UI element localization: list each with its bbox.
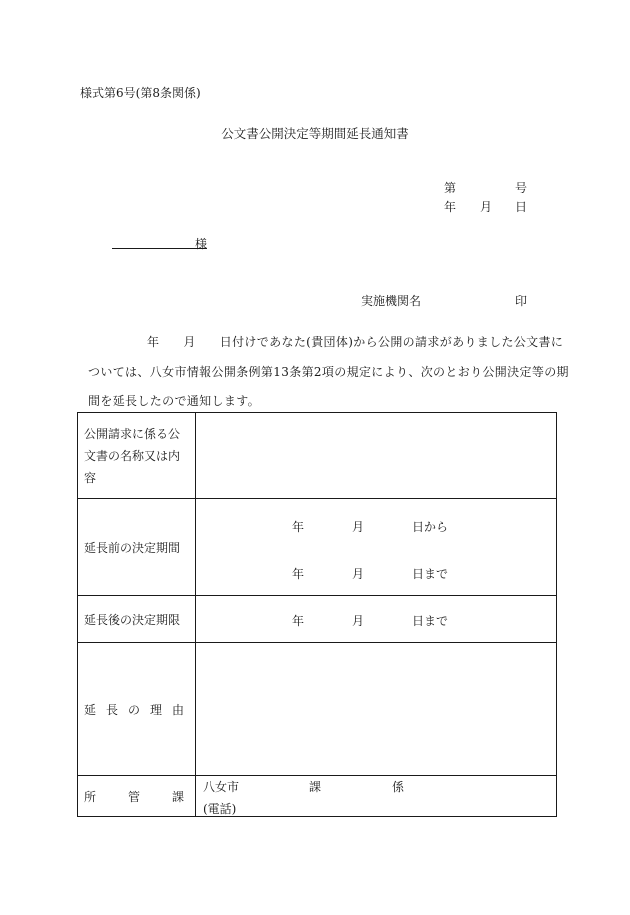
deadline-after-label: 延長後の決定期限	[78, 596, 196, 643]
reason-label-char: 長	[105, 702, 118, 717]
body-line-3: 間を延長したので通知します。	[88, 394, 260, 408]
issuer-seal-mark: 印	[515, 294, 528, 308]
period-before-label: 延長前の決定期間	[78, 499, 196, 596]
subject-document-label-text: 公開請求に係る公文書の名称又は内容	[84, 427, 181, 485]
body-year-label: 年	[147, 335, 160, 349]
form-number-label: 様式第6号(第8条関係)	[80, 86, 201, 100]
date-year-label: 年	[444, 200, 457, 214]
table-row	[78, 499, 557, 596]
period-from-month: 月	[352, 520, 365, 534]
department-label-char: 管	[127, 789, 140, 804]
doc-number-suffix: 号	[515, 181, 528, 195]
department-city: 八女市	[203, 780, 240, 794]
deadline-year: 年	[292, 614, 305, 628]
table-row	[78, 596, 557, 643]
period-to-year: 年	[292, 567, 305, 581]
date-day-label: 日	[515, 200, 528, 214]
deadline-after-line	[292, 612, 448, 629]
subject-document-label	[78, 413, 196, 499]
period-to-line	[292, 565, 448, 582]
reason-label-text	[84, 701, 184, 718]
department-ka-label: 課	[309, 780, 322, 794]
department-phone-label: (電話)	[203, 802, 237, 816]
period-to-day: 日まで	[412, 567, 449, 581]
body-line-2: ついては、八女市情報公開条例第13条第2項の規定により、次のとおり公開決定等の期	[88, 365, 569, 379]
table-row	[78, 413, 557, 499]
department-value[interactable]	[196, 776, 557, 817]
date-month-label: 月	[480, 200, 493, 214]
table-row	[78, 776, 557, 817]
issuer-label: 実施機関名	[361, 294, 422, 308]
table-row	[78, 643, 557, 776]
body-month-label: 月	[183, 335, 196, 349]
reason-label-char: の	[127, 702, 140, 717]
reason-label-char: 理	[149, 702, 162, 717]
department-label-char: 課	[171, 789, 184, 804]
department-label-text	[84, 788, 184, 805]
period-from-day: 日から	[412, 520, 449, 534]
body-line-1	[80, 333, 563, 350]
reason-label-char: 延	[84, 702, 97, 717]
document-title: 公文書公開決定等期間延長通知書	[221, 126, 409, 141]
extension-form-table	[77, 412, 557, 817]
reason-label-char: 由	[171, 702, 184, 717]
reason-value[interactable]	[196, 643, 557, 776]
department-kakari-label: 係	[392, 780, 405, 794]
deadline-day: 日まで	[412, 614, 449, 628]
department-label	[78, 776, 196, 817]
period-from-line	[292, 518, 448, 535]
reason-label	[78, 643, 196, 776]
addressee-suffix: 様	[195, 237, 208, 251]
deadline-after-value[interactable]	[196, 596, 557, 643]
period-from-year: 年	[292, 520, 305, 534]
deadline-month: 月	[352, 614, 365, 628]
department-label-char: 所	[84, 789, 97, 804]
subject-document-value[interactable]	[196, 413, 557, 499]
body-line-1-text: 日付けであなた(貴団体)から公開の請求がありました公文書に	[219, 335, 564, 349]
period-before-value[interactable]	[196, 499, 557, 596]
doc-number-prefix: 第	[444, 181, 457, 195]
addressee-underline	[112, 248, 207, 249]
period-to-month: 月	[352, 567, 365, 581]
